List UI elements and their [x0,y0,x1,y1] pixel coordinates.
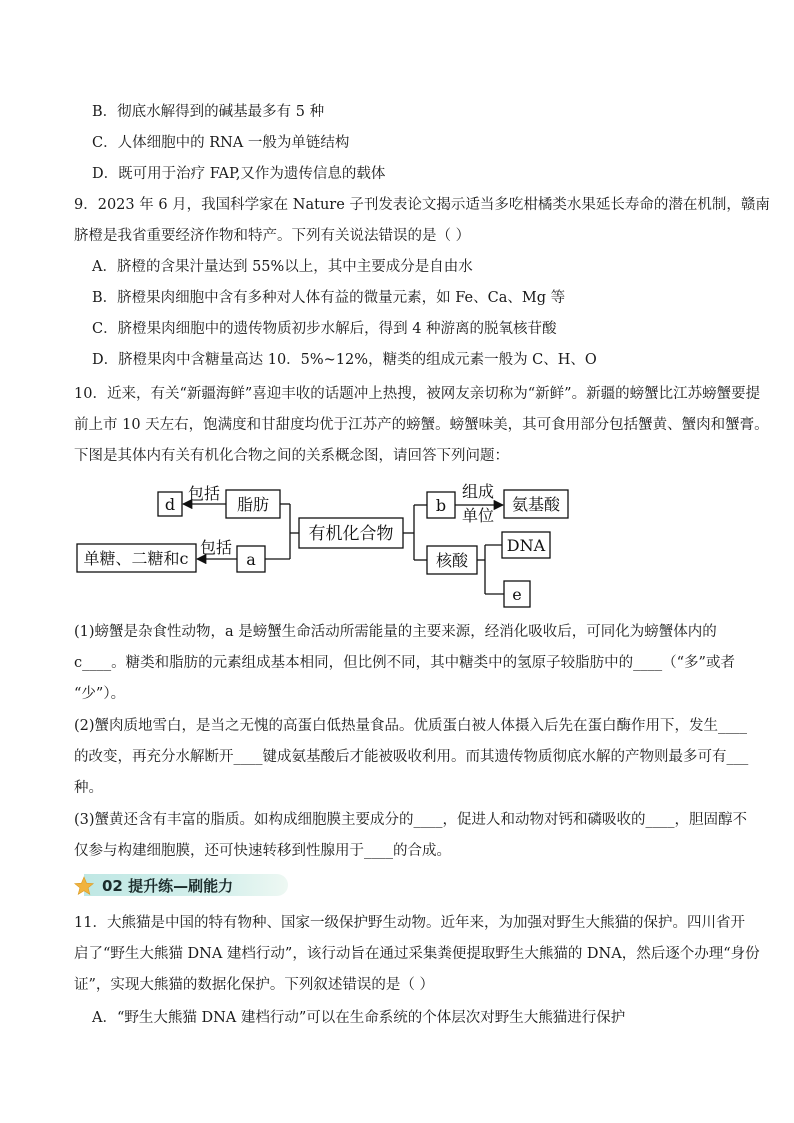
label-dna: DNA [506,536,546,555]
label-b: b [435,496,447,515]
label-include-bottom: 包括 [199,538,233,557]
q10-part2-line2: 的改变，再充分水解断开____键成氨基酸后才能被吸收利用。而其遗传物质彻底水解的产物则最多可有___ [74,749,749,765]
q11-stem-line2: 启了“野生大熊猫 DNA 建档行动”，该行动旨在通过采集粪便提取野生大熊猫的 DNA，然后逐个办理“身份 [74,946,760,962]
q11-option-a: A．“野生大熊猫 DNA 建档行动”可以在生命系统的个体层次对野生大熊猫进行保护 [92,1010,626,1026]
q9-option-d: D．脐橙果肉中含糖量高达 10．5%~12%，糖类的组成元素一般为 C、H、O [92,352,597,368]
label-d: d [164,495,176,514]
label-a: a [246,550,256,569]
label-compose: 组成 [461,482,495,501]
label-organic: 有机化合物 [308,524,394,544]
label-include-top: 包括 [187,484,221,503]
q9-option-b: B．脐橙果肉细胞中含有多种对人体有益的微量元素，如 Fe、Ca、Mg 等 [92,290,566,306]
q10-part3-line1: (3)蟹黄还含有丰富的脂质。如构成细胞膜主要成分的____，促进人和动物对钙和磷吸收的____，胆固醇不 [74,812,748,828]
label-fat: 脂肪 [236,495,270,514]
concept-diagram [60,480,760,610]
label-amino: 氨基酸 [511,495,561,514]
q10-part2-line3: 种。 [74,780,103,796]
q10-stem-line2: 前上市 10 天左右，饱满度和甘甜度均优于江苏产的螃蟹。螃蟹味美，其可食用部分包括蟹黄、蟹肉和蟹膏。 [74,417,769,433]
q10-part1-line2: c____。糖类和脂肪的元素组成基本相同，但比例不同，其中糖类中的氢原子较脂肪中的____（“多”或者 [74,655,735,671]
q11-stem-line3: 证”，实现大熊猫的数据化保护。下列叙述错误的是（ ） [74,977,435,993]
q9-option-a: A．脐橙的含果汁量达到 55%以上，其中主要成分是自由水 [92,259,473,275]
q11-stem-line1: 11．大熊猫是中国的特有物种、国家一级保护野生动物。近年来，为加强对野生大熊猫的保护。四川省开 [74,915,745,931]
q10-part3-line2: 仅参与构建细胞膜，还可快速转移到性腺用于____的合成。 [74,843,451,859]
star-icon [74,876,94,896]
label-nucleic: 核酸 [435,551,469,570]
label-e: e [512,585,522,604]
q9-stem-line1: 9．2023 年 6 月，我国科学家在 Nature 子刊发表论文揭示适当多吃柑橘类水果延长寿命的潜在机制，赣南 [74,197,770,213]
label-unit: 单位 [461,506,495,525]
label-sugars: 单糖、二糖和c [83,549,189,568]
q10-part1-line3: “少”）。 [74,686,126,702]
section-banner [74,872,290,898]
q9-option-c: C．脐橙果肉细胞中的遗传物质初步水解后，得到 4 种游离的脱氧核苷酸 [92,321,557,337]
q9-stem-line2: 脐橙是我省重要经济作物和特产。下列有关说法错误的是（ ） [74,228,471,244]
q8-option-c: C．人体细胞中的 RNA 一般为单链结构 [92,135,350,151]
q10-part1-line1: (1)螃蟹是杂食性动物，a 是螃蟹生命活动所需能量的主要来源，经消化吸收后，可同化为螃蟹体内的 [74,624,717,640]
q10-stem-line1: 10．近来，有关“新疆海鲜”喜迎丰收的话题冲上热搜，被网友亲切称为“新鲜”。新疆的螃蟹比江苏螃蟹要提 [74,386,761,402]
section-title: 02 提升练—刷能力 [102,877,234,895]
q10-stem-line3: 下图是其体内有关有机化合物之间的关系概念图，请回答下列问题： [74,448,509,464]
q8-option-b: B．彻底水解得到的碱基最多有 5 种 [92,104,325,120]
q8-option-d: D．既可用于治疗 FAP,又作为遗传信息的载体 [92,166,386,182]
q10-part2-line1: (2)蟹肉质地雪白，是当之无愧的高蛋白低热量食品。优质蛋白被人体摄入后先在蛋白酶作用下，发生____ [74,718,748,734]
